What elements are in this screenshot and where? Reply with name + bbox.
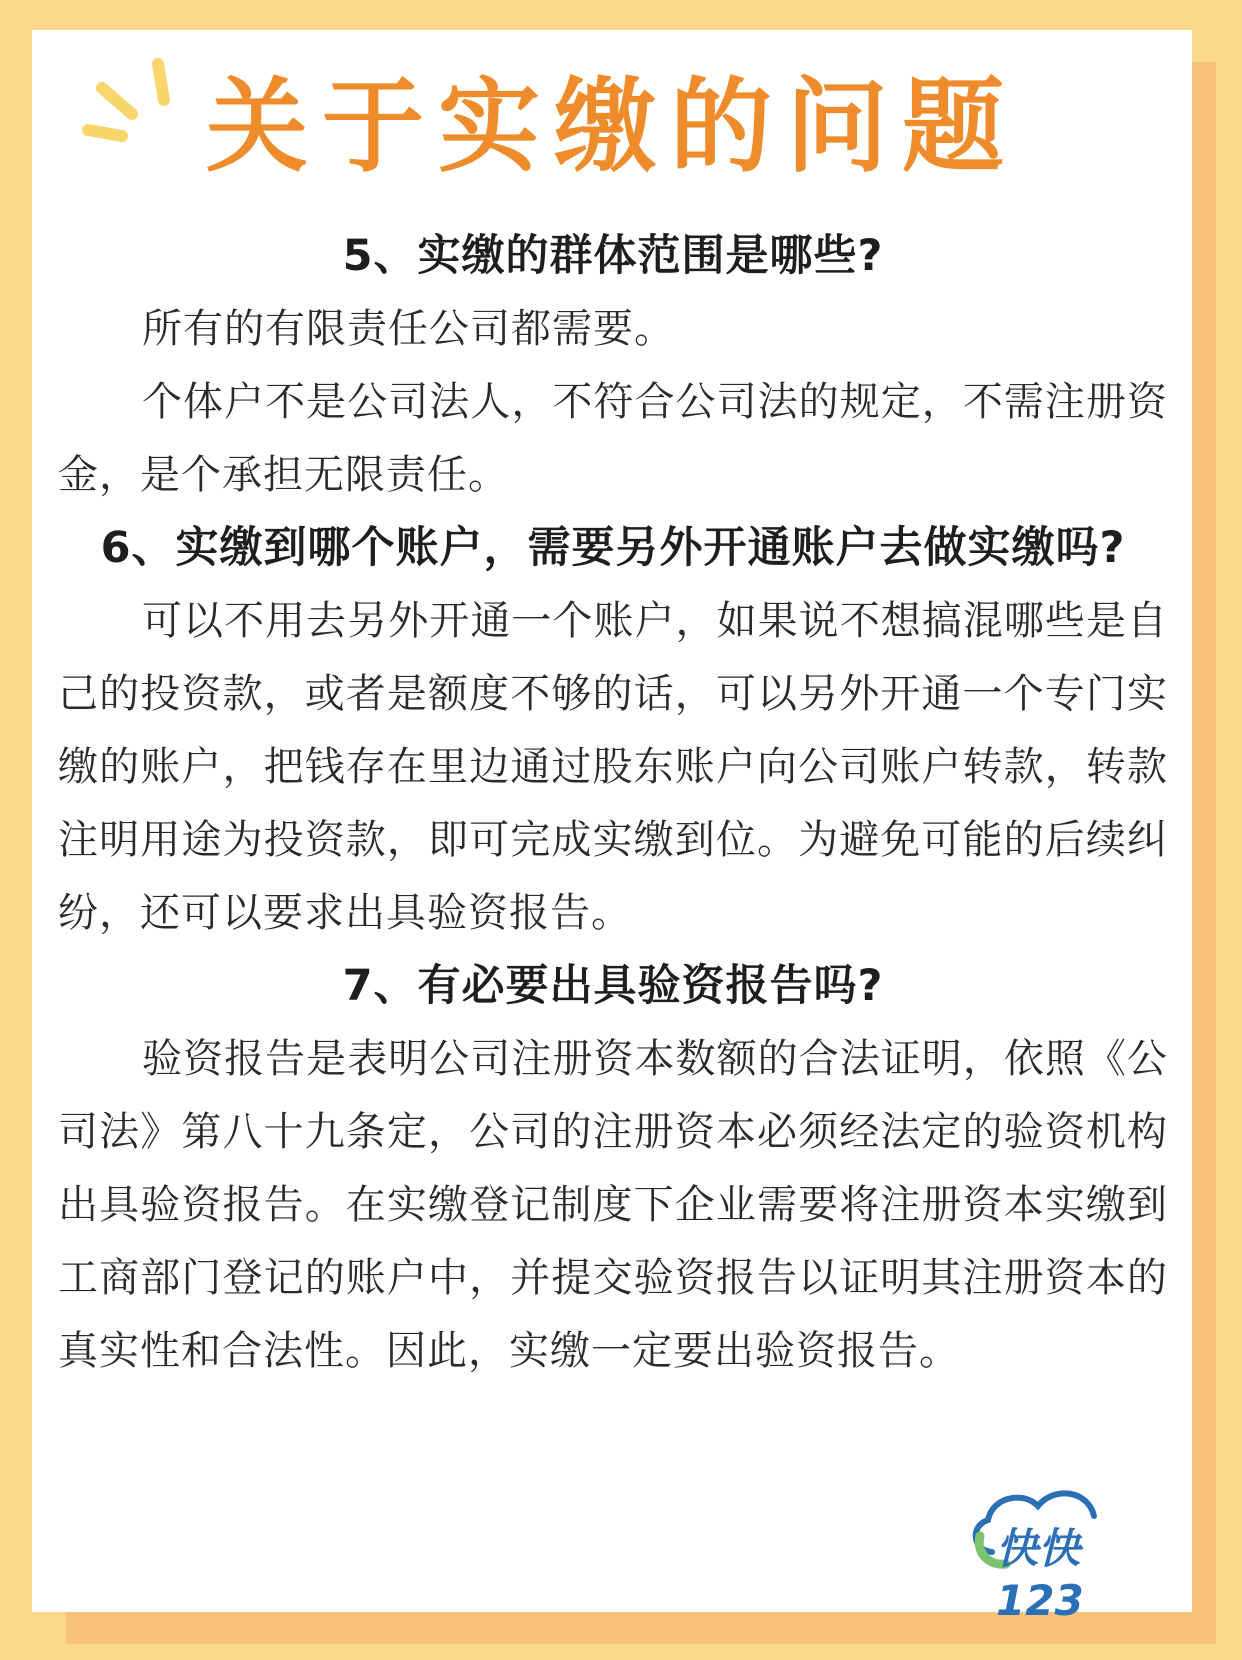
paragraph: 可以不用去另外开通一个账户，如果说不想搞混哪些是自己的投资款，或者是额度不够的话，可以另外开通一个专门实缴的账户，把钱存在里边通过股东账户向公司账户转款，转款注明用途为投资款，即可完成实缴到位。为避免可能的后续纠纷，还可以要求出具验资报告。 <box>58 598 1168 936</box>
section-7 <box>58 950 1168 1388</box>
logo-text: 快快123 <box>996 1524 1084 1625</box>
page-title: 关于实缴的问题 <box>206 68 1018 187</box>
section-6 <box>58 512 1168 950</box>
brand-logo <box>958 1476 1158 1625</box>
content-card <box>32 30 1192 1625</box>
paragraph: 验资报告是表明公司注册资本数额的合法证明，依照《公司法》第八十九条定，公司的注册资本必须经法定的验资机构出具验资报告。在实缴登记制度下企业需要将注册资本实缴到工商部门登记的账户中，并提交验资报告以证明其注册资本的真实性和合法性。因此，实缴一定要出验资报告。 <box>58 1036 1168 1374</box>
article-body <box>58 220 1168 1388</box>
paragraph: 个体户不是公司法人，不符合公司法的规定，不需注册资金，是个承担无限责任。 <box>58 379 1168 498</box>
section-heading: 7、有必要出具验资报告吗? <box>342 961 884 1011</box>
section-heading: 5、实缴的群体范围是哪些? <box>342 231 884 281</box>
paragraph: 所有的有限责任公司都需要。 <box>142 306 675 352</box>
section-heading: 6、实缴到哪个账户，需要另外开通账户去做实缴吗? <box>100 523 1126 573</box>
section-5 <box>58 220 1168 512</box>
